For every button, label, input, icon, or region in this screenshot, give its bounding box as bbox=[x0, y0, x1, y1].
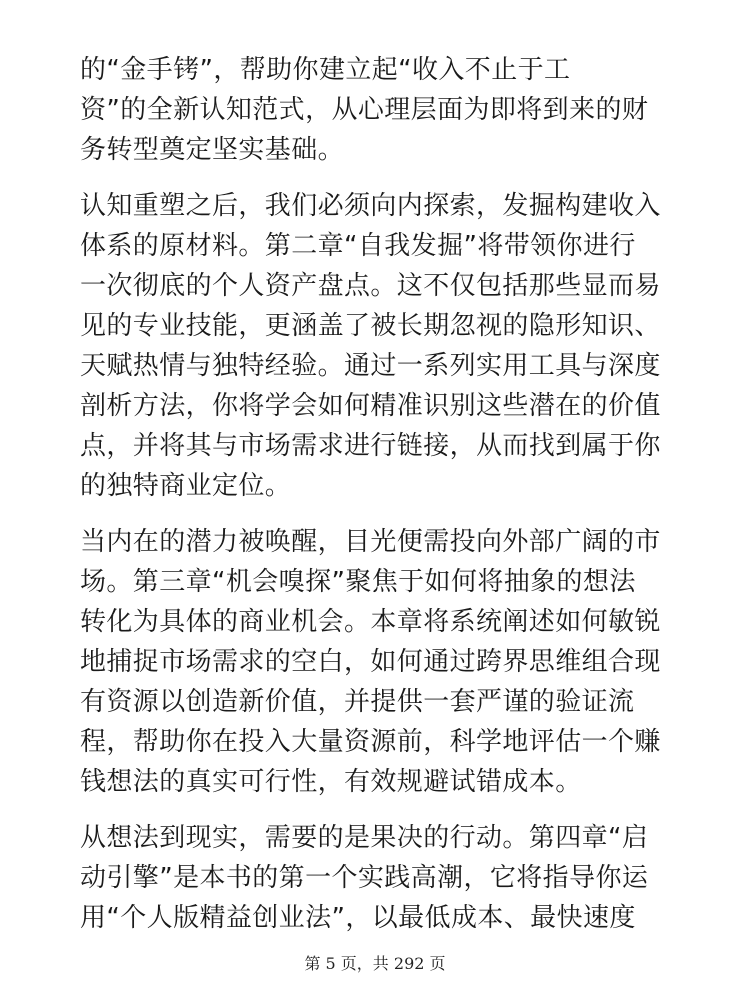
text-line: 资”的全新认知范式，从心理层面为即将到来的财 bbox=[80, 95, 649, 125]
text-line: 的独特商业定位。 bbox=[80, 471, 292, 501]
text-line: 转化为具体的商业机会。本章将系统阐述如何敏锐 bbox=[80, 607, 661, 637]
paragraph bbox=[80, 818, 680, 938]
text-line: 程，帮助你在投入大量资源前，科学地评估一个赚 bbox=[80, 727, 661, 757]
text-line: 动引擎”是本书的第一个实践高潮，它将指导你运 bbox=[80, 863, 649, 893]
text-line: 的“金手铐”，帮助你建立起“收入不止于工 bbox=[80, 55, 571, 85]
text-line: 用“个人版精益创业法”，以最低成本、最快速度 bbox=[80, 903, 636, 933]
text-line: 认知重塑之后，我们必须向内探索，发掘构建收入 bbox=[80, 191, 661, 221]
text-line: 务转型奠定坚实基础。 bbox=[80, 135, 345, 165]
text-line: 地捕捉市场需求的空白，如何通过跨界思维组合现 bbox=[80, 647, 661, 677]
paragraph bbox=[80, 186, 680, 506]
text-line: 一次彻底的个人资产盘点。这不仅包括那些显而易 bbox=[80, 271, 661, 301]
text-line: 当内在的潜力被唤醒，目光便需投向外部广阔的市 bbox=[80, 527, 661, 557]
text-line: 点，并将其与市场需求进行链接，从而找到属于你 bbox=[80, 431, 661, 461]
text-line: 有资源以创造新价值，并提供一套严谨的验证流 bbox=[80, 687, 635, 717]
page-number-footer: 第 5 页，共 292 页 bbox=[304, 954, 446, 973]
text-line: 从想法到现实，需要的是果决的行动。第四章“启 bbox=[80, 823, 649, 853]
paragraph bbox=[80, 522, 680, 802]
body-text bbox=[80, 50, 680, 954]
text-line: 钱想法的真实可行性，有效规避试错成本。 bbox=[80, 767, 582, 797]
text-line: 场。第三章“机会嗅探”聚焦于如何将抽象的想法 bbox=[80, 567, 636, 597]
text-line: 见的专业技能，更涵盖了被长期忽视的隐形知识、 bbox=[80, 311, 661, 341]
paragraph bbox=[80, 50, 680, 170]
text-line: 体系的原材料。第二章“自我发掘”将带领你进行 bbox=[80, 231, 636, 261]
text-line: 天赋热情与独特经验。通过一系列实用工具与深度 bbox=[80, 351, 661, 381]
text-line: 剖析方法，你将学会如何精准识别这些潜在的价值 bbox=[80, 391, 661, 421]
